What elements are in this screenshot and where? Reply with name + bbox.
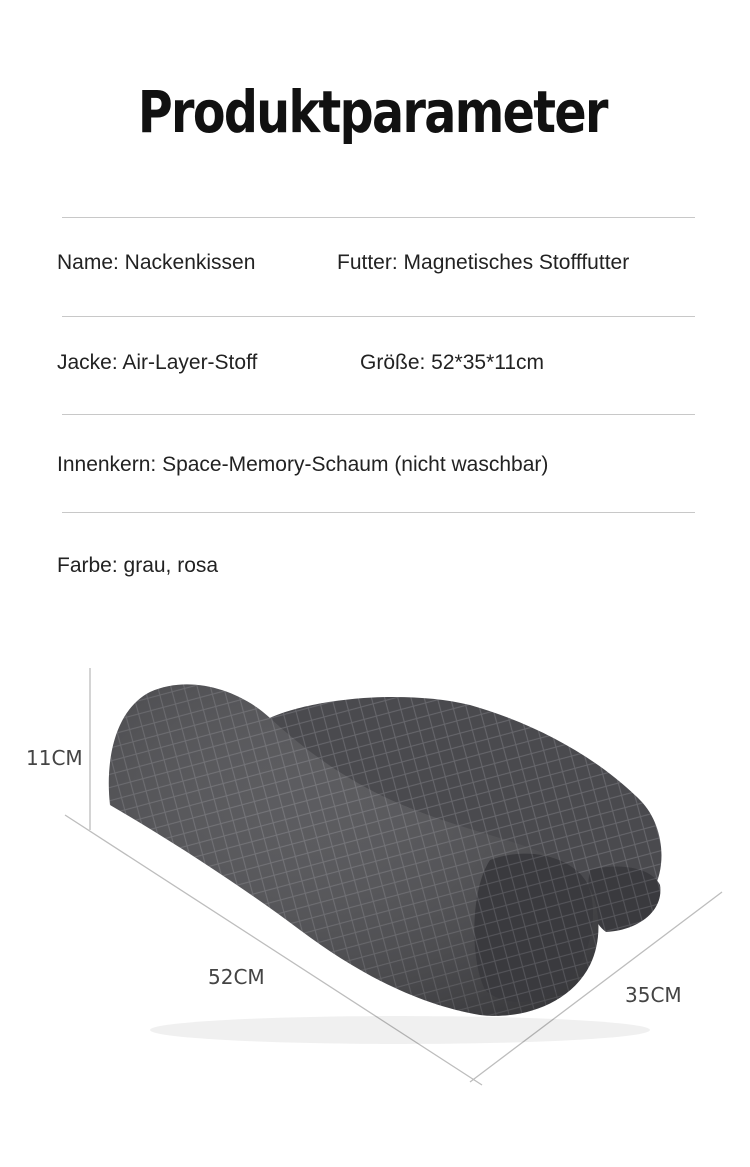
page-title: Produktparameter — [137, 78, 607, 146]
divider — [62, 414, 695, 415]
dimension-height-label: 11CM — [26, 746, 83, 770]
divider — [62, 316, 695, 317]
param-groesse: Größe: 52*35*11cm — [360, 351, 545, 374]
divider — [62, 512, 695, 513]
param-futter: Futter: Magnetisches Stofffutter — [337, 251, 630, 274]
param-farbe: Farbe: grau, rosa — [57, 554, 219, 577]
dimension-length-label: 52CM — [208, 965, 265, 989]
pillow-right-face — [588, 866, 660, 932]
pillow-illustration — [0, 630, 750, 1167]
param-name: Name: Nackenkissen — [57, 251, 256, 274]
param-jacke: Jacke: Air-Layer-Stoff — [57, 351, 258, 374]
dimension-width-label: 35CM — [625, 983, 682, 1007]
param-innenkern: Innenkern: Space-Memory-Schaum (nicht waschbar) — [57, 453, 549, 476]
divider — [62, 217, 695, 218]
